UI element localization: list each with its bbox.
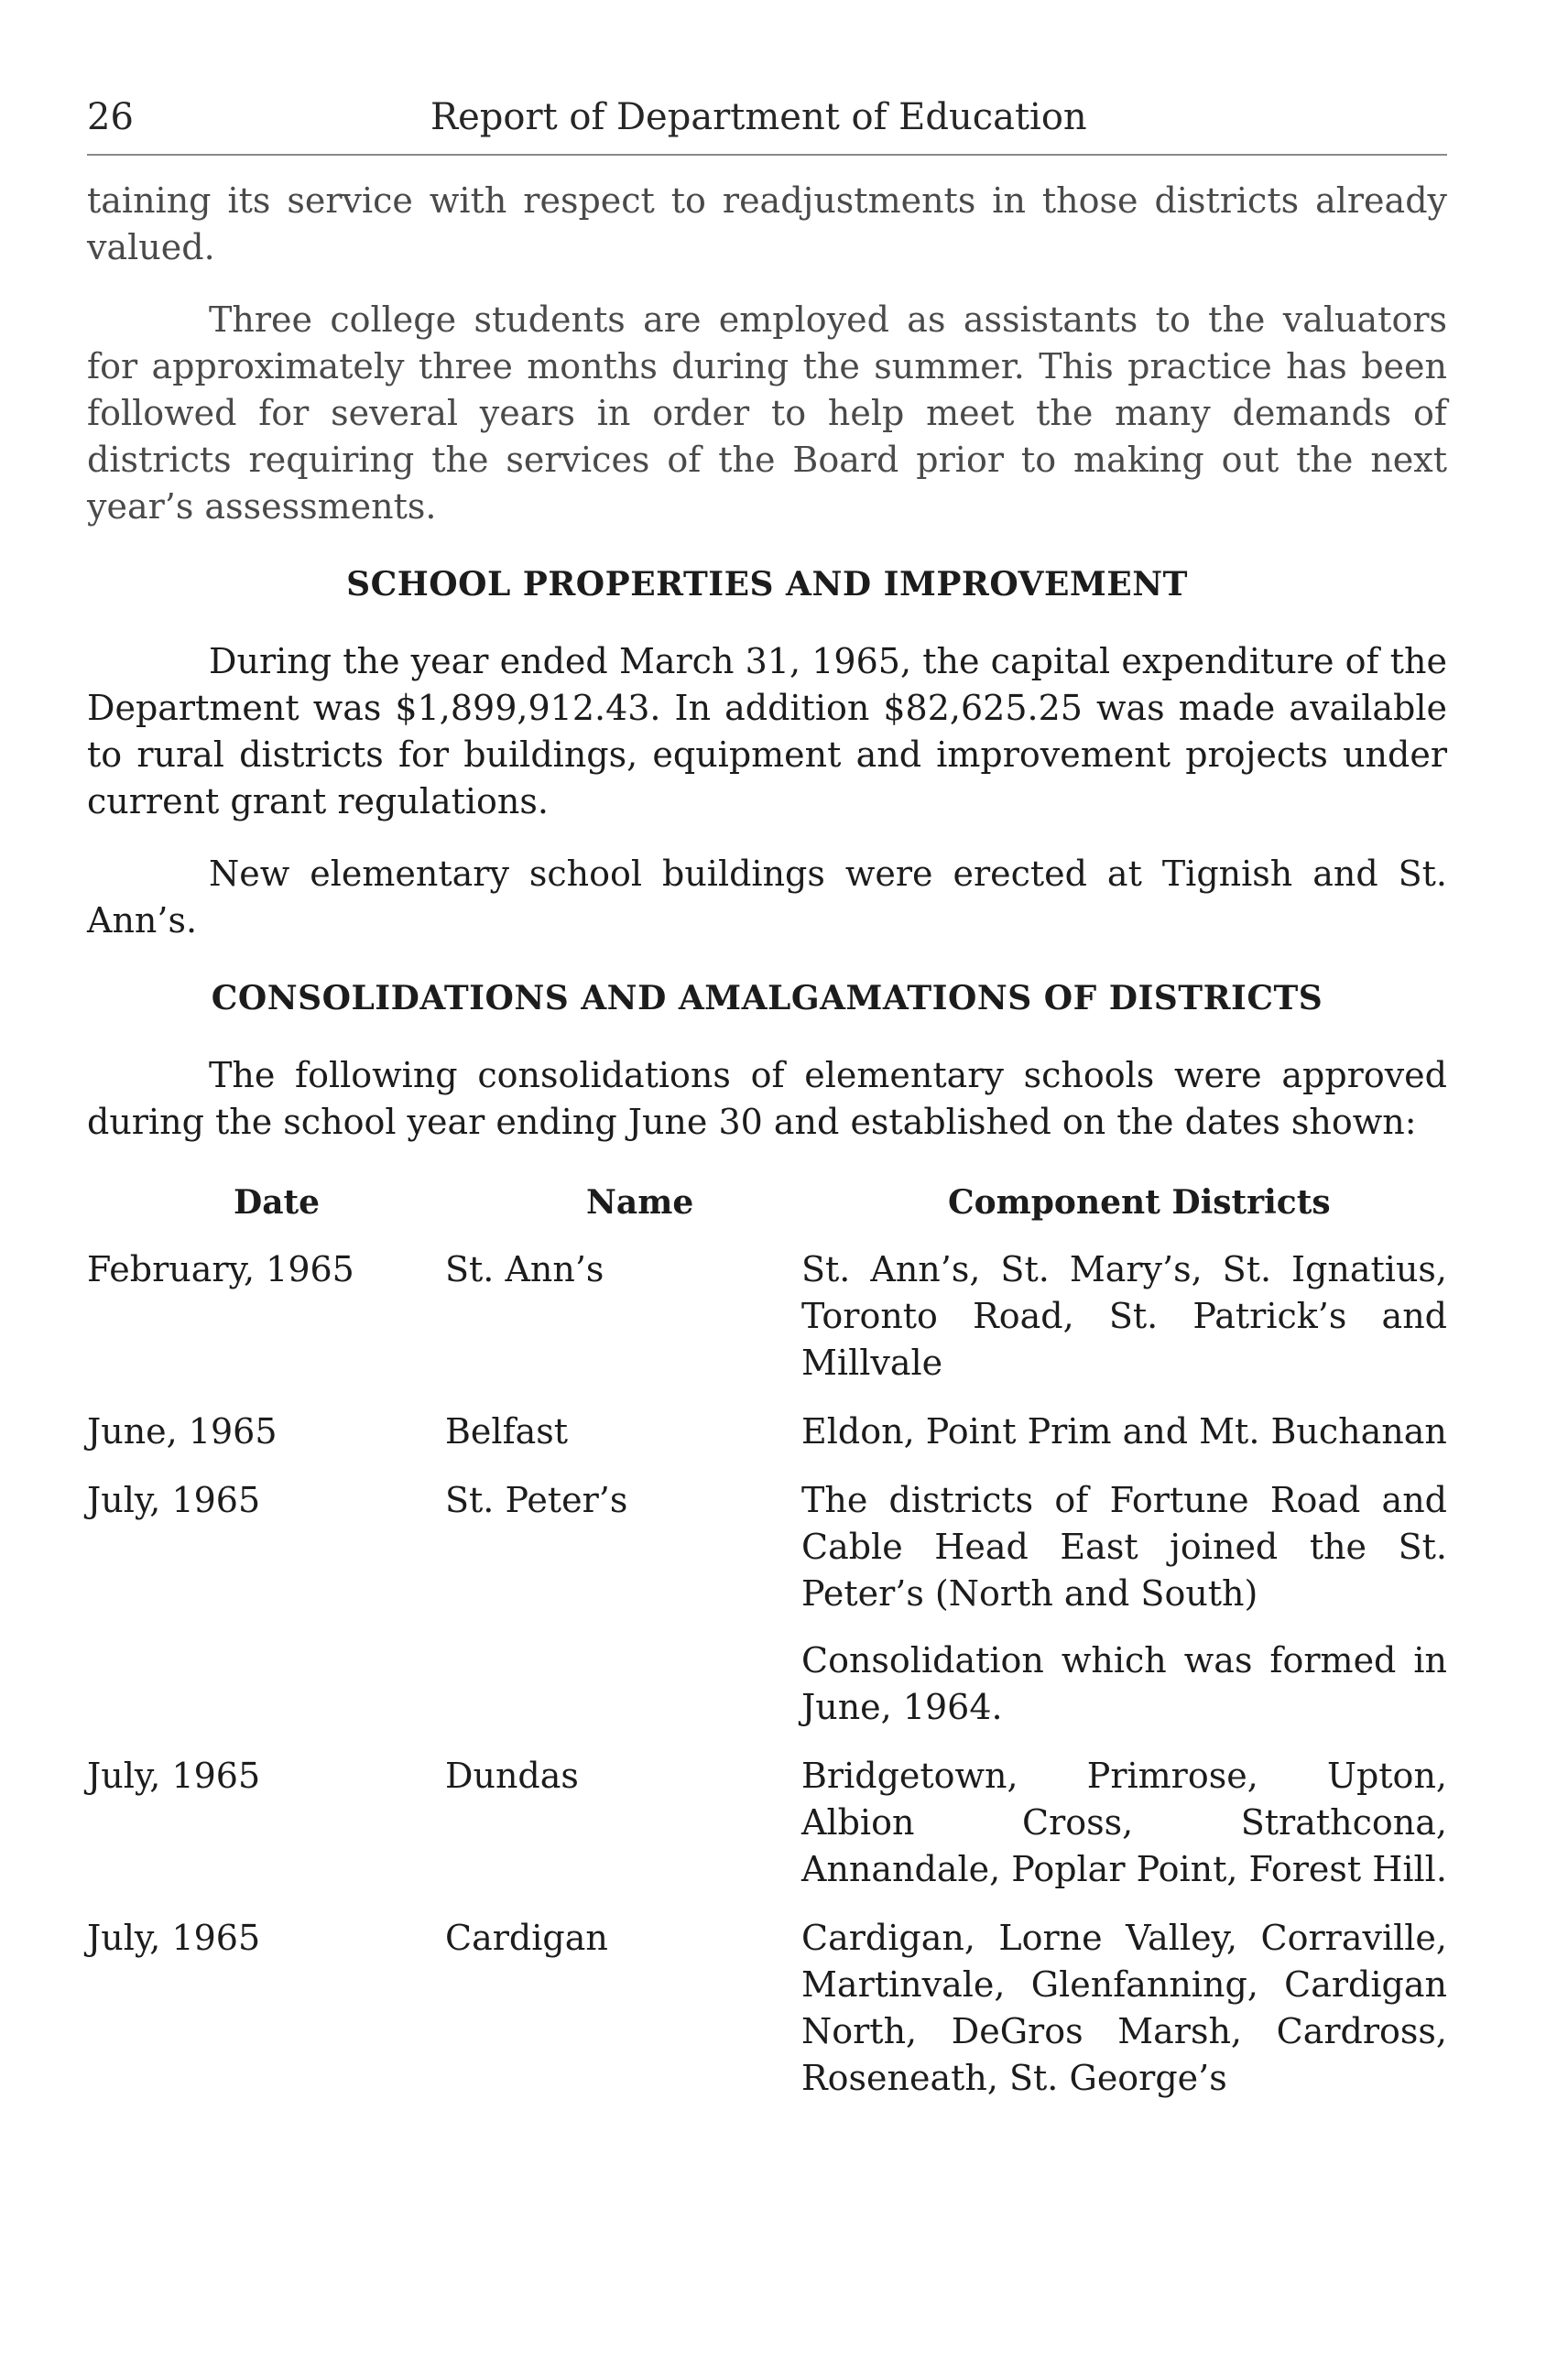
consolidations-table: [87, 1179, 1447, 2102]
row-name: Belfast: [445, 1411, 569, 1452]
row-components: Cardigan, Lorne Valley, Corraville, Martinvale, Glenfanning, Cardigan North, DeGros Marsh, Cardross, Roseneath, St. George’s: [801, 1918, 1447, 2098]
new-buildings-paragraph: New elementary school buildings were erected at Tignish and St. Ann’s.: [87, 854, 1447, 941]
row-name: Cardigan: [445, 1918, 608, 1958]
row-name: St. Peter’s: [445, 1480, 628, 1520]
row-date: June, 1965: [87, 1411, 278, 1452]
column-header-name: Name: [586, 1183, 694, 1222]
section-heading-consolidations: CONSOLIDATIONS AND AMALGAMATIONS OF DISTRICTS: [211, 979, 1323, 1017]
row-components: The districts of Fortune Road and Cable Head East joined the St. Peter’s (North and South): [801, 1480, 1447, 1614]
page-number: 26: [87, 96, 134, 138]
row-name: St. Ann’s: [445, 1249, 604, 1289]
table-row: [87, 1408, 1447, 1455]
valuators-paragraph: Three college students are employed as assistants to the valuators for approximately three months during the summer. This practice has been followed for several years in order to help meet the many demands of districts requiring the services of the Board prior to making out the next year’s assessments.: [87, 299, 1447, 527]
table-row: [87, 1477, 1447, 1617]
table-row: [87, 1753, 1447, 1893]
st-peters-note: Consolidation which was formed in June, 1964.: [801, 1640, 1447, 1727]
consolidations-paragraph: The following consolidations of elementary schools were approved during the school year ending June 30 and established on the dates shown:: [87, 1055, 1447, 1142]
row-components: St. Ann’s, St. Mary’s, St. Ignatius, Toronto Road, St. Patrick’s and Millvale: [801, 1249, 1447, 1383]
row-date: February, 1965: [87, 1249, 354, 1289]
header-rule: [87, 154, 1447, 156]
row-name: Dundas: [445, 1756, 579, 1796]
running-header: [87, 92, 1447, 143]
section-heading-properties: SCHOOL PROPERTIES AND IMPROVEMENT: [346, 565, 1188, 604]
column-header-date: Date: [234, 1183, 321, 1222]
continued-paragraph: taining its service with respect to readjustments in those districts already valued.: [87, 180, 1447, 267]
column-header-components: Component Districts: [948, 1183, 1331, 1222]
row-components: Bridgetown, Primrose, Upton, Albion Cross, Strathcona, Annandale, Poplar Point, Forest Hill.: [801, 1756, 1447, 1889]
row-date: July, 1965: [87, 1480, 261, 1520]
table-header-row: [87, 1179, 1447, 1226]
row-date: July, 1965: [87, 1918, 261, 1958]
document-page: [87, 92, 1447, 2102]
row-components: Eldon, Point Prim and Mt. Buchanan: [801, 1411, 1447, 1452]
expenditure-paragraph: During the year ended March 31, 1965, the capital expenditure of the Department was $1,899,912.43. In addition $82,625.25 was made available to rural districts for buildings, equipment and improvement projects under current grant regulations.: [87, 641, 1447, 821]
table-row: [87, 1915, 1447, 2102]
row-date: July, 1965: [87, 1756, 261, 1796]
table-row: [87, 1246, 1447, 1387]
running-title: Report of Department of Education: [430, 96, 1087, 138]
